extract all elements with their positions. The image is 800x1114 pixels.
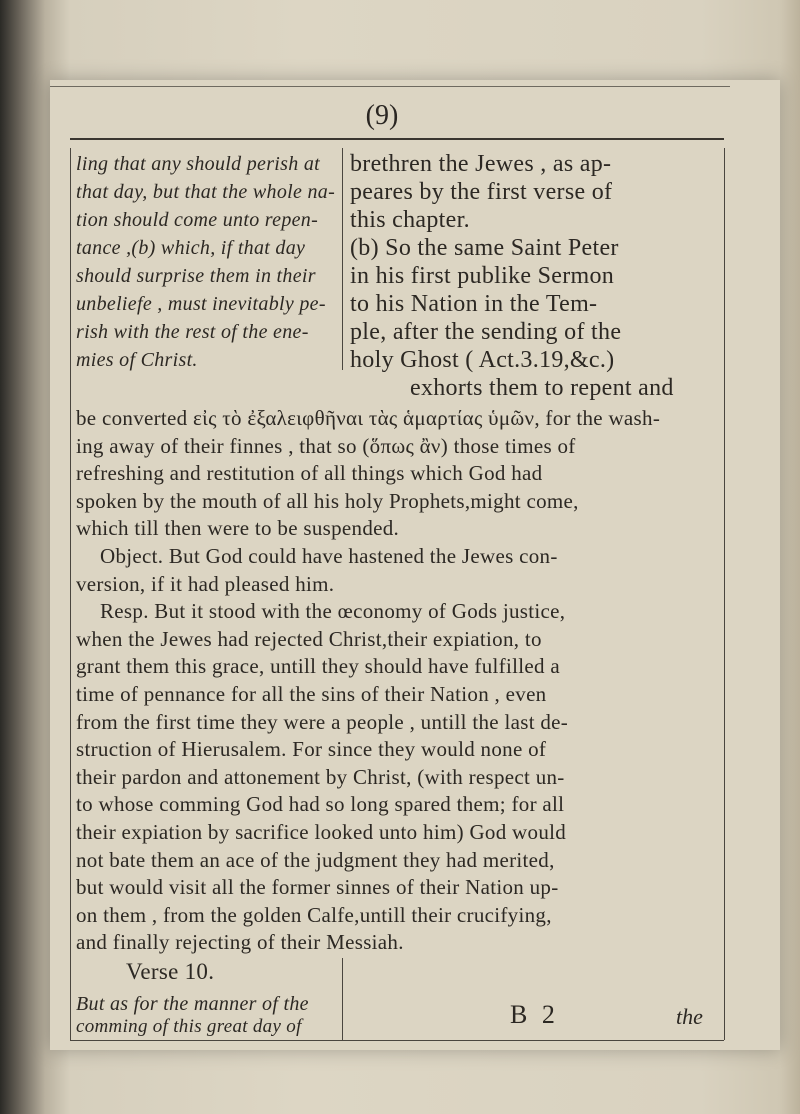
- body-line: Resp. But it stood with the œconomy of Gods justice,: [100, 599, 566, 624]
- verse-heading: Verse 10.: [126, 959, 215, 984]
- signature-mark: B 2: [510, 1000, 559, 1029]
- left-column-line: rish with the rest of the ene-: [76, 321, 309, 343]
- bottom-left-line: But as for the manner of the: [76, 993, 309, 1015]
- body-line: ing away of their finnes , that so (ὅπως ἂν) those times of: [76, 433, 576, 458]
- body-line: struction of Hierusalem. For since they would none of: [76, 737, 547, 762]
- footer-rule: [70, 1040, 724, 1041]
- left-column-line: that day, but that the whole na-: [76, 181, 336, 203]
- right-column-line: to his Nation in the Tem-: [350, 291, 598, 317]
- page-number: (9): [365, 100, 399, 131]
- column-separator-top: [342, 148, 343, 370]
- body-line: when the Jewes had rejected Christ,their expiation, to: [76, 626, 542, 651]
- body-line: grant them this grace, untill they should have fulfilled a: [76, 654, 560, 679]
- right-column-line: holy Ghost ( Act.3.19,&c.): [350, 347, 615, 373]
- body-line: but would visit all the former sinnes of their Nation up-: [76, 875, 559, 900]
- body-line: from the first time they were a people , untill the last de-: [76, 709, 569, 734]
- right-column-line: in his first publike Sermon: [350, 263, 615, 289]
- body-line: not bate them an ace of the judgment they had merited,: [76, 847, 555, 872]
- body-line: spoken by the mouth of all his holy Prophets,might come,: [76, 488, 579, 513]
- left-column-line: should surprise them in their: [76, 265, 316, 287]
- body-line: refreshing and restitution of all things which God had: [76, 461, 543, 486]
- left-column-line: tance ,(b) which, if that day: [76, 237, 306, 259]
- right-column-line: (b) So the same Saint Peter: [350, 235, 619, 261]
- column-separator-bottom: [342, 958, 343, 1040]
- right-column-line: ple, after the sending of the: [350, 319, 622, 345]
- right-column-line: peares by the first verse of: [350, 179, 613, 205]
- body-line: Object. But God could have hastened the Jewes con-: [100, 544, 558, 568]
- left-column-line: mies of Christ.: [76, 349, 198, 371]
- body-line: their expiation by sacrifice looked unto him) God would: [76, 820, 567, 844]
- top-edge-rule: [50, 86, 730, 87]
- header-rule: [70, 138, 724, 140]
- left-column-line: tion should come unto repen-: [76, 209, 319, 231]
- left-column-line: ling that any should perish at: [76, 153, 320, 175]
- frame-right-rule: [724, 148, 725, 1040]
- body-line: be converted εἰς τὸ ἐξαλειφθῆναι τὰς ἁμαρτίας ὑμῶν, for the wash-: [76, 406, 661, 430]
- body-line: and finally rejecting of their Messiah.: [76, 930, 404, 955]
- right-column-line: this chapter.: [350, 207, 470, 233]
- body-line: version, if it had pleased him.: [76, 571, 335, 596]
- body-line: their pardon and attonement by Christ, (with respect un-: [76, 764, 565, 789]
- body-line: which till then were to be suspended.: [76, 516, 400, 541]
- body-line: on them , from the golden Calfe,untill their crucifying,: [76, 902, 552, 927]
- frame-left-rule: [70, 148, 71, 1040]
- body-line: to whose comming God had so long spared them; for all: [76, 792, 565, 817]
- right-column-line: exhorts them to repent and: [410, 375, 674, 401]
- bottom-left-line: comming of this great day of: [76, 1016, 302, 1037]
- right-column-line: brethren the Jewes , as ap-: [350, 151, 612, 177]
- body-line: time of pennance for all the sins of their Nation , even: [76, 682, 547, 706]
- left-column-line: unbeliefe , must inevitably pe-: [76, 293, 326, 315]
- catchword: the: [676, 1004, 703, 1029]
